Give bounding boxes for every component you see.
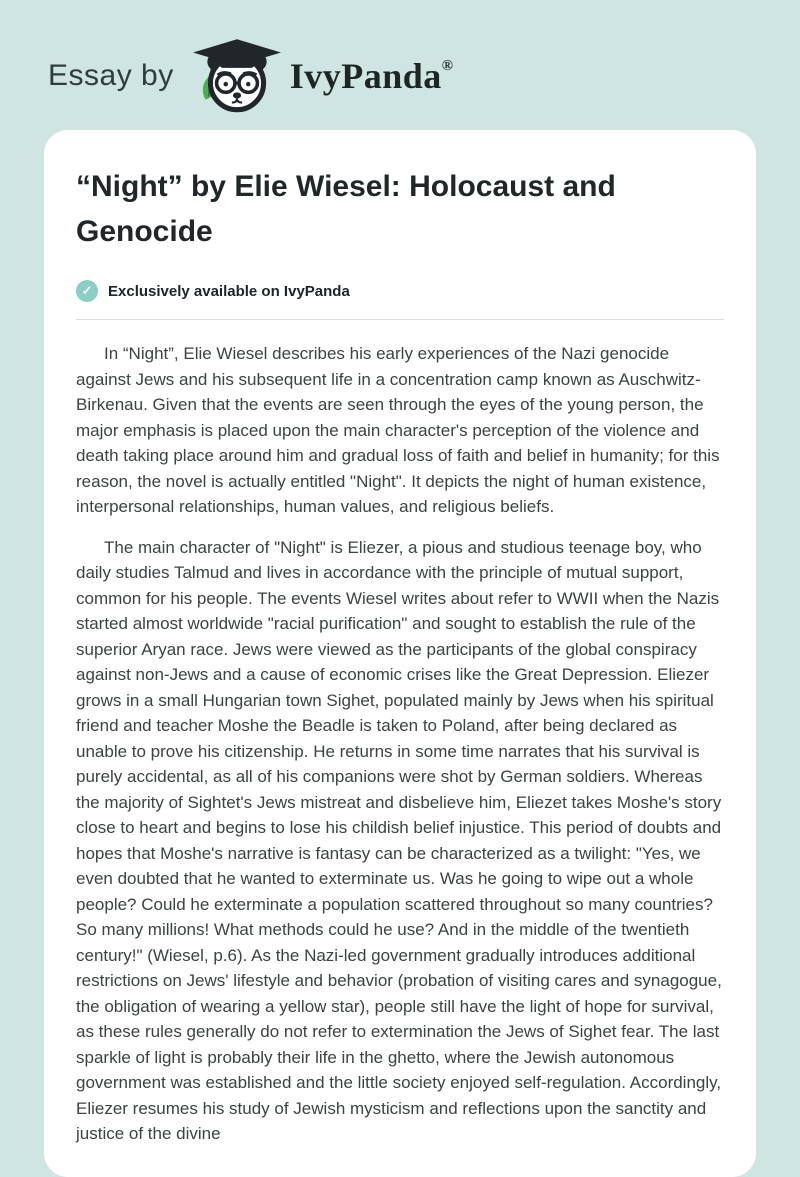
essay-body — [76, 341, 724, 1147]
essay-card — [44, 130, 756, 1177]
ivypanda-logo[interactable] — [190, 37, 454, 115]
essay-paragraph-2: The main character of "Night" is Eliezer, a pious and studious teenage boy, who daily studies Talmud and lives in accordance with the principle of mutual support, common for his people. The events Wiesel writes about refer to WWII when the Nazis started almost worldwide "racial purification" and sought to establish the rule of the superior Aryan race. Jews were viewed as the participants of the global conspiracy against non-Jews and a cause of economic crises like the Great Depression. Eliezer grows in a small Hungarian town Sighet, populated mainly by Jews when his spiritual friend and teacher Moshe the Beadle is taken to Poland, after being declared as unable to prove his citizenship. He returns in some time narrates that his survival is purely accidental, as all of his companions were shot by German soldiers. Whereas the majority of Sightet's Jews mistreat and disbelieve him, Eliezet takes Moshe's story close to heart and begins to lose his childish belief injustice. This period of doubts and hopes that Moshe's narrative is fantasy can be characterized as a twilight: "Yes, we even doubted that he wanted to exterminate us. Was he going to wipe out a whole people? Could he exterminate a population scattered throughout so many countries? So many millions! What methods could he use? And in the middle of the twentieth century!" (Wiesel, p.6). As the Nazi-led government gradually introduces additional restrictions on Jews' lifestyle and behavior (probation of visiting cares and synagogue, the obligation of wearing a yellow star), people still have the light of hope for survival, as these rules generally do not refer to extermination the Jews of Sighet fear. The last sparkle of light is probably their life in the ghetto, where the Jewish autonomous government was established and the little society enjoyed self-regulation. Accordingly, Eliezer resumes his study of Jewish mysticism and reflections upon the sanctity and justice of the divine — [76, 537, 722, 1143]
essay-paragraph-1: In “Night”, Elie Wiesel describes his early experiences of the Nazi genocide against Jews and his subsequent life in a concentration camp known as Auschwitz-Birkenau. Given that the events are seen through the eyes of the young person, the major emphasis is placed upon the main character's perception of the violence and death taking place around him and gradual loss of faith and belief in humanity; for this reason, the novel is actually entitled "Night". It depicts the night of human existence, interpersonal relationships, human values, and religious beliefs. — [76, 344, 720, 516]
essay-by-label: Essay by — [48, 59, 174, 92]
check-icon: ✓ — [76, 280, 98, 302]
exclusive-badge — [76, 280, 724, 302]
header — [0, 0, 800, 114]
panda-graduate-icon — [190, 37, 284, 115]
registered-mark: ® — [441, 58, 454, 74]
page-title: “Night” by Elie Wiesel: Holocaust and Genocide — [76, 170, 616, 248]
badge-label: Exclusively available on IvyPanda — [108, 282, 350, 300]
brand-name — [290, 55, 454, 97]
divider — [76, 319, 724, 320]
brand-text: IvyPanda — [289, 56, 442, 96]
